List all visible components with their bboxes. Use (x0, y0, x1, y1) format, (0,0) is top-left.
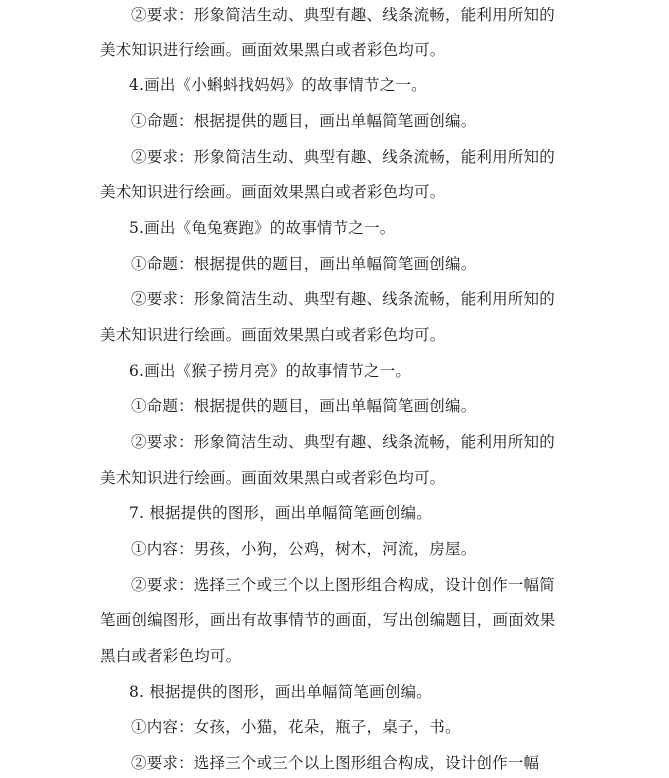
requirement-line: ②要求：选择三个或三个以上图形组合构成，设计创作一幅简 (131, 576, 555, 594)
continuation-line: 黑白或者彩色均可。 (100, 647, 242, 665)
requirement-line: ②要求：形象简洁生动、典型有趣、线条流畅，能利用所知的 (131, 290, 555, 308)
item-heading-7: 7. 根据提供的图形，画出单幅简笔画创编。 (129, 504, 432, 522)
requirement-line: ②要求：形象简洁生动、典型有趣、线条流畅，能利用所知的 (131, 6, 555, 24)
item-heading-8: 8. 根据提供的图形，画出单幅简笔画创编。 (129, 683, 432, 701)
continuation-line: 美术知识进行绘画。画面效果黑白或者彩色均可。 (100, 469, 446, 487)
continuation-line: 笔画创编图形，画出有故事情节的画面，写出创编题目，画面效果 (100, 611, 556, 629)
requirement-line: ②要求：选择三个或三个以上图形组合构成，设计创作一幅 (131, 754, 540, 772)
continuation-line: 美术知识进行绘画。画面效果黑白或者彩色均可。 (100, 41, 446, 59)
topic-line: ①命题：根据提供的题目，画出单幅简笔画创编。 (131, 112, 477, 130)
content-line: ①内容：男孩，小狗，公鸡，树木，河流，房屋。 (131, 540, 477, 558)
continuation-line: 美术知识进行绘画。画面效果黑白或者彩色均可。 (100, 326, 446, 344)
continuation-line: 美术知识进行绘画。画面效果黑白或者彩色均可。 (100, 183, 446, 201)
content-line: ①内容：女孩，小猫，花朵，瓶子，桌子，书。 (131, 718, 461, 736)
item-heading-5: 5.画出《龟兔赛跑》的故事情节之一。 (129, 219, 396, 237)
topic-line: ①命题：根据提供的题目，画出单幅简笔画创编。 (131, 255, 477, 273)
requirement-line: ②要求：形象简洁生动、典型有趣、线条流畅，能利用所知的 (131, 433, 555, 451)
topic-line: ①命题：根据提供的题目，画出单幅简笔画创编。 (131, 397, 477, 415)
item-heading-6: 6.画出《猴子捞月亮》的故事情节之一。 (129, 362, 412, 380)
requirement-line: ②要求：形象简洁生动、典型有趣、线条流畅，能利用所知的 (131, 148, 555, 166)
item-heading-4: 4.画出《小蝌蚪找妈妈》的故事情节之一。 (129, 76, 427, 94)
